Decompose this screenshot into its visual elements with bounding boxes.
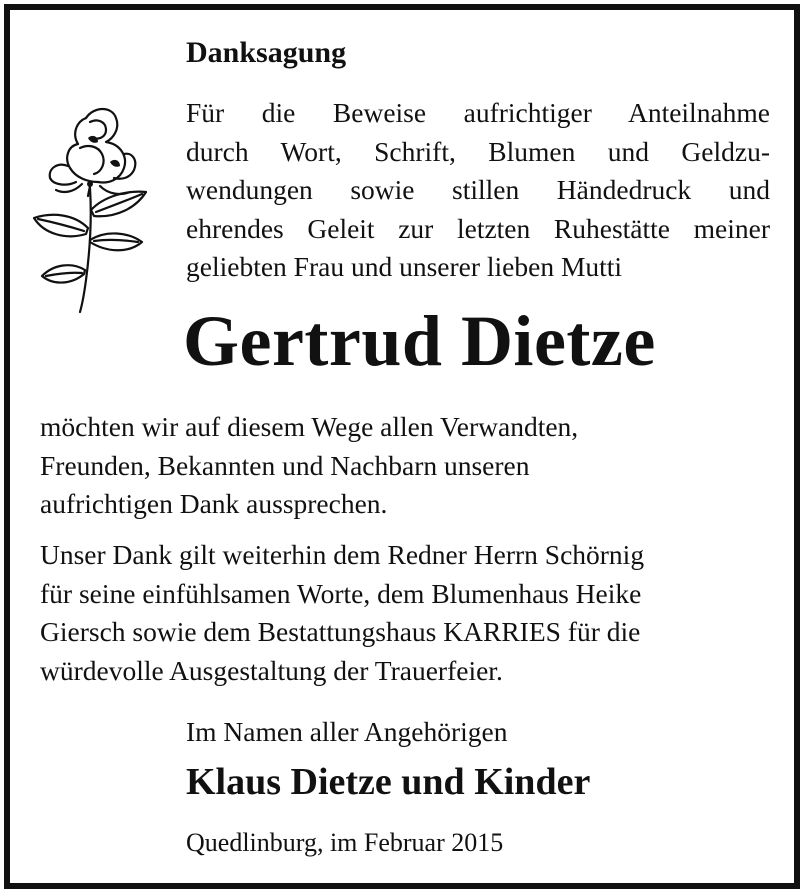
paragraph-line: aufrichtigen Dank aussprechen. — [40, 488, 388, 519]
additional-thanks-paragraph — [40, 536, 780, 690]
paragraph-line: möchten wir auf diesem Wege allen Verwandten, — [40, 411, 579, 442]
intro-text — [186, 94, 770, 287]
paragraph-line: würdevolle Ausgestaltung der Trauerfeier. — [40, 654, 503, 686]
deceased-name: Gertrud Dietze — [183, 301, 656, 381]
thanks-paragraph — [40, 408, 780, 524]
intro-line: ehrendes Geleit zur letzten Ruhestätte meiner — [186, 212, 770, 244]
signer-prefix: Im Namen aller Angehörigen — [186, 716, 508, 747]
signer-name: Klaus Dietze und Kinder — [186, 761, 591, 803]
intro-line: durch Wort, Schrift, Blumen und Geldzu- — [186, 135, 770, 167]
paragraph-line: Freunden, Bekannten und Nachbarn unseren — [40, 449, 530, 481]
heading: Danksagung — [186, 36, 347, 69]
intro-line: wendungen sowie stillen Händedruck und — [186, 174, 770, 205]
intro-line: Für die Beweise aufrichtiger Anteilnahme — [186, 97, 770, 128]
place-date: Quedlinburg, im Februar 2015 — [186, 828, 504, 857]
paragraph-line: Unser Dank gilt weiterhin dem Redner Herrn Schörnig — [40, 539, 645, 570]
rose-icon — [28, 100, 168, 314]
paragraph-line: Giersch sowie dem Bestattungshaus KARRIES für die — [40, 616, 641, 647]
intro-line: geliebten Frau und unserer lieben Mutti — [186, 251, 623, 282]
paragraph-line: für seine einfühlsamen Worte, dem Blumenhaus Heike — [40, 577, 642, 609]
